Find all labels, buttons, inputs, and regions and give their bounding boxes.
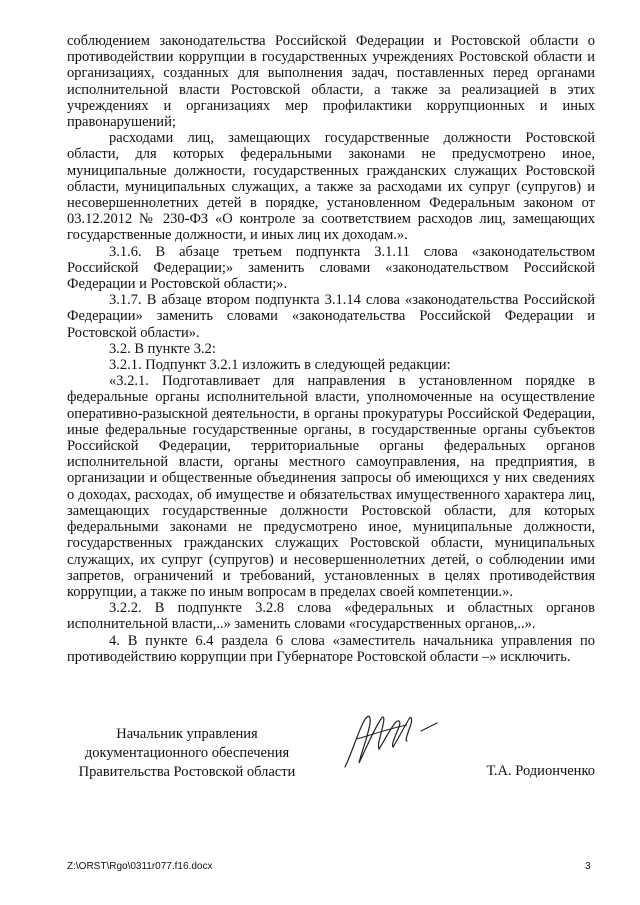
paragraph-p8: 3.2.2. В подпункте 3.2.8 слова «федеральных и областных органов исполнительной власти,..» заменить словами «государственных органов,..». — [67, 600, 595, 633]
paragraph-p5: 3.2. В пункте 3.2: — [109, 340, 216, 357]
paragraph-p2: расходами лиц, замещающих государственные должности Ростовской области, для которых федеральными законами не предусмотрено иное, муниципальные должности, государственных гражданских служащих Ростовской области, муниципальных служащих, а также за расходами их супруг (супругов) и несовершеннолетних детей в порядке, установленном Федеральным законом от 03.12.2012 № 230-ФЗ «О контроле за соответствием расходов лиц, замещающих государственные должности, и иных лиц их доходам.». — [67, 130, 595, 244]
paragraph-p4: 3.1.7. В абзаце втором подпункта 3.1.14 слова «законодательства Российской Федерации» заменить словами «законодательства Российской Федерации и Ростовской области». — [67, 292, 595, 341]
paragraph-p7: «3.2.1. Подготавливает для направления в установленном порядке в федеральные органы исполнительной власти, уполномоченные на осуществление оперативно-разыскной деятельности, в органы прокуратуры Российской Федерации, иные федеральные государственные органы, в государственные органы субъектов Российской Федерации, территориальные органы федеральных органов исполнительной власти, органы местного самоуправления, на предприятия, в организации и общественные объединения запросы об имеющихся у них сведениях о доходах, расходах, об имуществе и обязательствах имущественного характера лиц, замещающих государственные должности Ростовской области, для которых федеральными законами не предусмотрено иное, муниципальные должности, государственных гражданских служащих Ростовской области, муниципальных служащих, их супруг (супругов) и несовершеннолетних детей, о соблюдении ими запретов, ограничений и требований, установленных в целях противодействия коррупции, а также по иным вопросам в пределах своей компетенции.». — [67, 373, 595, 600]
paragraph-p1: соблюдением законодательства Российской Федерации и Ростовской области о противодействии коррупции в государственных учреждениях Ростовской области и организациях, созданных для выполнения задач, поставленных перед органами исполнительной власти Ростовской области, а также за реализацией в этих учреждениях и организациях мер профилактики коррупционных и иных правонарушений; — [67, 33, 595, 131]
page-number: 3 — [585, 861, 591, 872]
paragraph-p9: 4. В пункте 6.4 раздела 6 слова «заместитель начальника управления по противодействию коррупции при Губернаторе Ростовской области –» исключить. — [67, 632, 595, 665]
document-body — [67, 33, 595, 665]
signatory-title-line-2: документационного обеспечения — [84, 745, 290, 761]
handwritten-signature — [337, 705, 447, 775]
signatory-title-line-3: Правительства Ростовской области — [78, 764, 296, 780]
paragraph-p3: 3.1.6. В абзаце третьем подпункта 3.1.11 слова «законодательством Российской Федерации;» заменить словами «законодательством Российской Федерации и Ростовской области;». — [67, 243, 595, 293]
signatory-title — [67, 725, 307, 782]
signature-block — [67, 725, 595, 785]
signatory-title-line-1: Начальник управления — [116, 726, 258, 742]
paragraph-p6: 3.2.1. Подпункт 3.2.1 изложить в следующей редакции: — [109, 357, 451, 374]
signatory-name: Т.А. Родионченко — [486, 763, 595, 779]
footer-file-path: Z:\ORST\Rgo\0311r077.f16.docx — [67, 861, 213, 872]
